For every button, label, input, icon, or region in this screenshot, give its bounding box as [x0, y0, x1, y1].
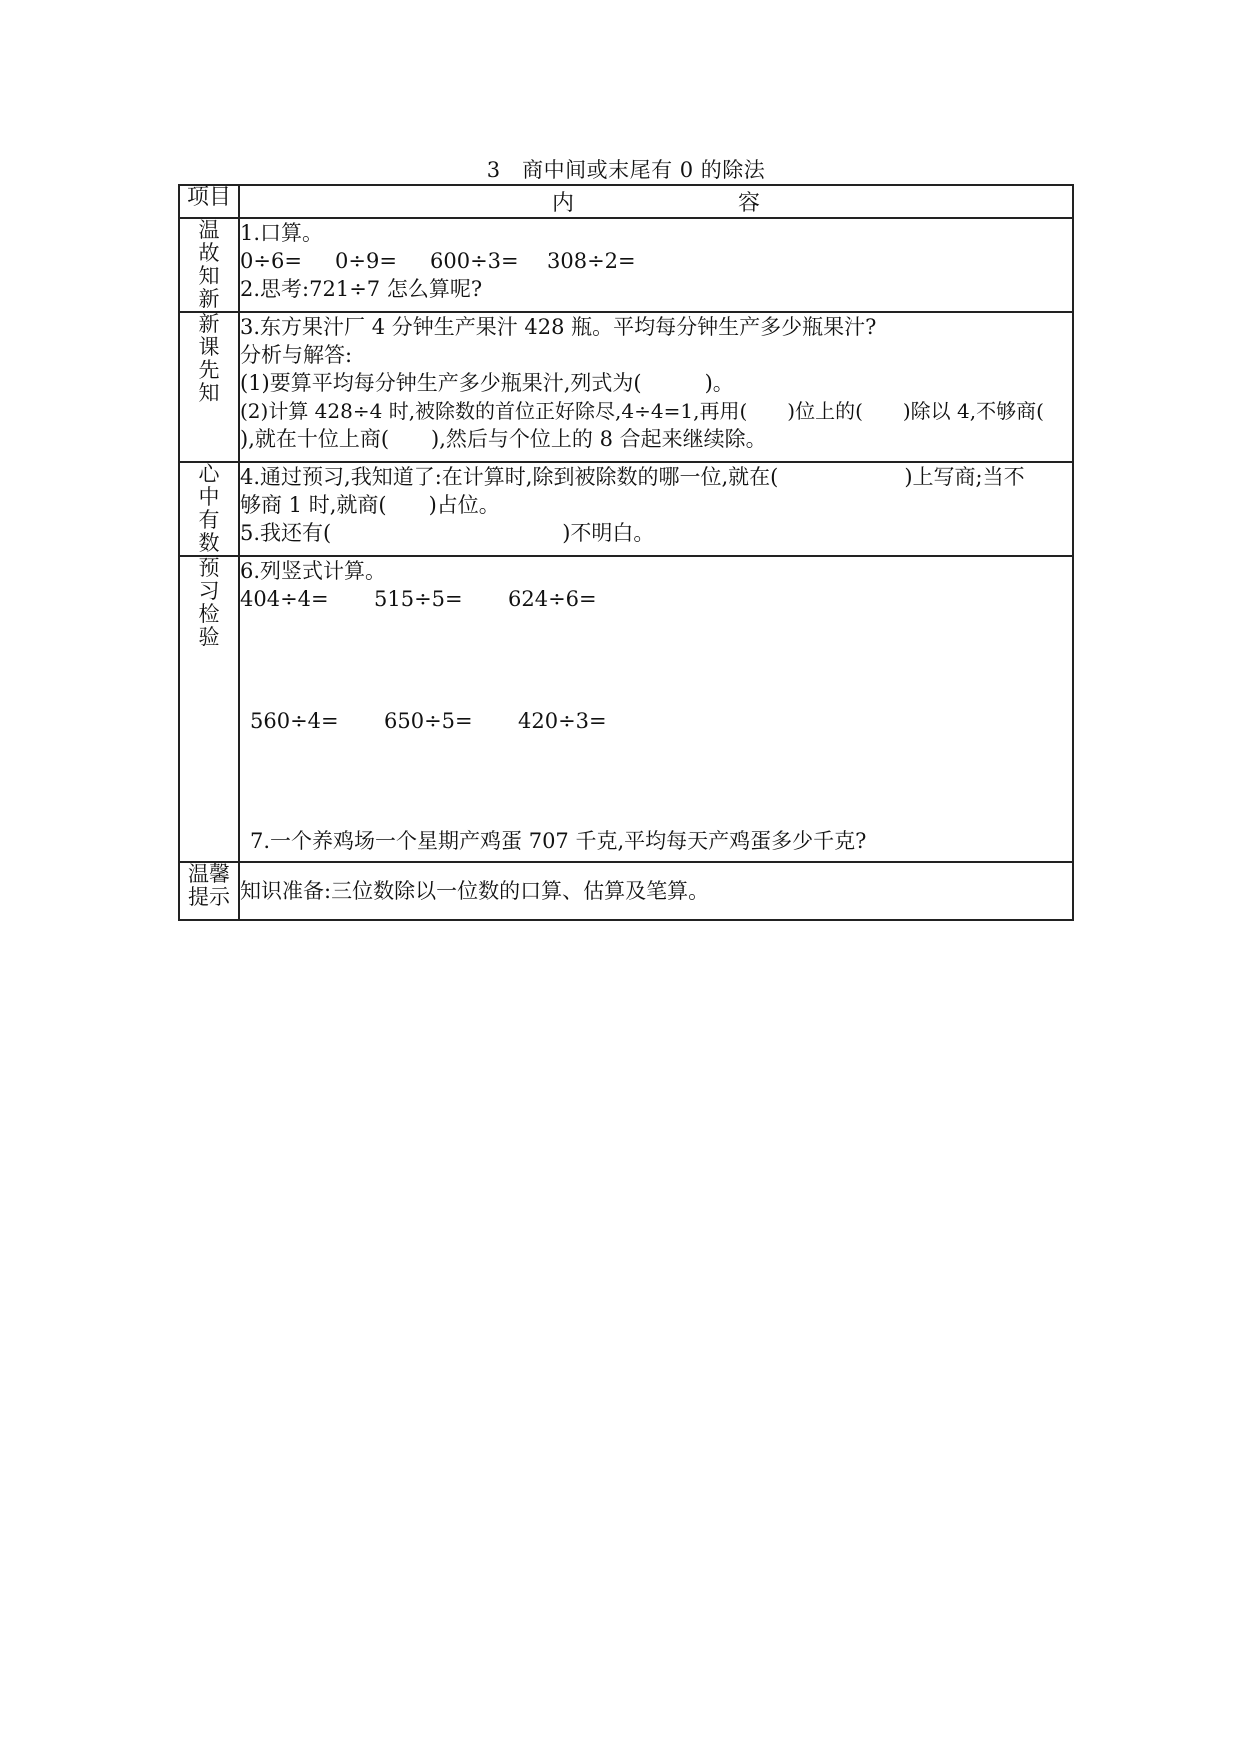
q3: 3.东方果汁厂 4 分钟生产果汁 428 瓶。平均每分钟生产多少瓶果汁? — [240, 315, 877, 339]
q6-row-2 — [250, 707, 607, 735]
row-preview — [179, 312, 1073, 462]
header-content: 内 容 — [239, 185, 1073, 218]
table-header-row — [179, 185, 1073, 218]
row-reflect — [179, 462, 1073, 556]
content-review — [239, 218, 1073, 312]
q7: 7.一个养鸡场一个星期产鸡蛋 707 千克,平均每天产鸡蛋多少千克? — [250, 829, 867, 853]
content-check — [239, 556, 1073, 862]
q6-item: 650÷5= — [384, 709, 473, 733]
q6-title: 6.列竖式计算。 — [240, 559, 387, 583]
q6-item: 420÷3= — [518, 709, 607, 733]
label-review: 温故知新 — [198, 218, 220, 311]
q4b: 够商 1 时,就商( )占位。 — [240, 493, 500, 517]
q6-item: 560÷4= — [250, 709, 339, 733]
q2: 2.思考:721÷7 怎么算呢? — [240, 277, 483, 301]
row-tips — [179, 862, 1073, 920]
worksheet-table — [178, 184, 1074, 921]
label-reflect: 心中有数 — [198, 462, 220, 555]
q1-item: 600÷3= — [430, 249, 519, 273]
row-review — [179, 218, 1073, 312]
header-item: 项目 — [179, 185, 239, 218]
q1-title: 1.口算。 — [240, 221, 324, 245]
sub-question-2b: ),就在十位上商( ),然后与个位上的 8 合起来继续除。 — [240, 427, 767, 451]
analysis-label: 分析与解答: — [240, 343, 353, 367]
content-tips — [239, 862, 1073, 920]
label-check: 预习检验 — [198, 556, 220, 649]
q1-item: 308÷2= — [547, 249, 636, 273]
q1-items — [240, 247, 1072, 275]
q4a: 4.通过预习,我知道了:在计算时,除到被除数的哪一位,就在( )上写商;当不 — [240, 465, 1025, 489]
content-reflect — [239, 462, 1073, 556]
row-check — [179, 556, 1073, 862]
sub-question-1: (1)要算平均每分钟生产多少瓶果汁,列式为( )。 — [240, 371, 734, 395]
q6-item: 624÷6= — [508, 587, 597, 611]
content-preview — [239, 312, 1073, 462]
q1-item: 0÷6= — [240, 249, 302, 273]
page-title: 3 商中间或末尾有 0 的除法 — [486, 158, 766, 182]
q6-item: 515÷5= — [374, 587, 463, 611]
label-preview: 新课先知 — [198, 312, 220, 405]
q1-item: 0÷9= — [335, 249, 397, 273]
q5: 5.我还有( )不明白。 — [240, 521, 655, 545]
q6-item: 404÷4= — [240, 587, 329, 611]
q6-row-1 — [240, 585, 1072, 613]
label-tips: 温馨提示 — [188, 862, 230, 909]
tips-text: 知识准备:三位数除以一位数的口算、估算及笔算。 — [240, 879, 710, 903]
sub-question-2a: (2)计算 428÷4 时,被除数的首位正好除尽,4÷4=1,再用( )位上的( )除以 4,不够商( — [240, 399, 1044, 423]
